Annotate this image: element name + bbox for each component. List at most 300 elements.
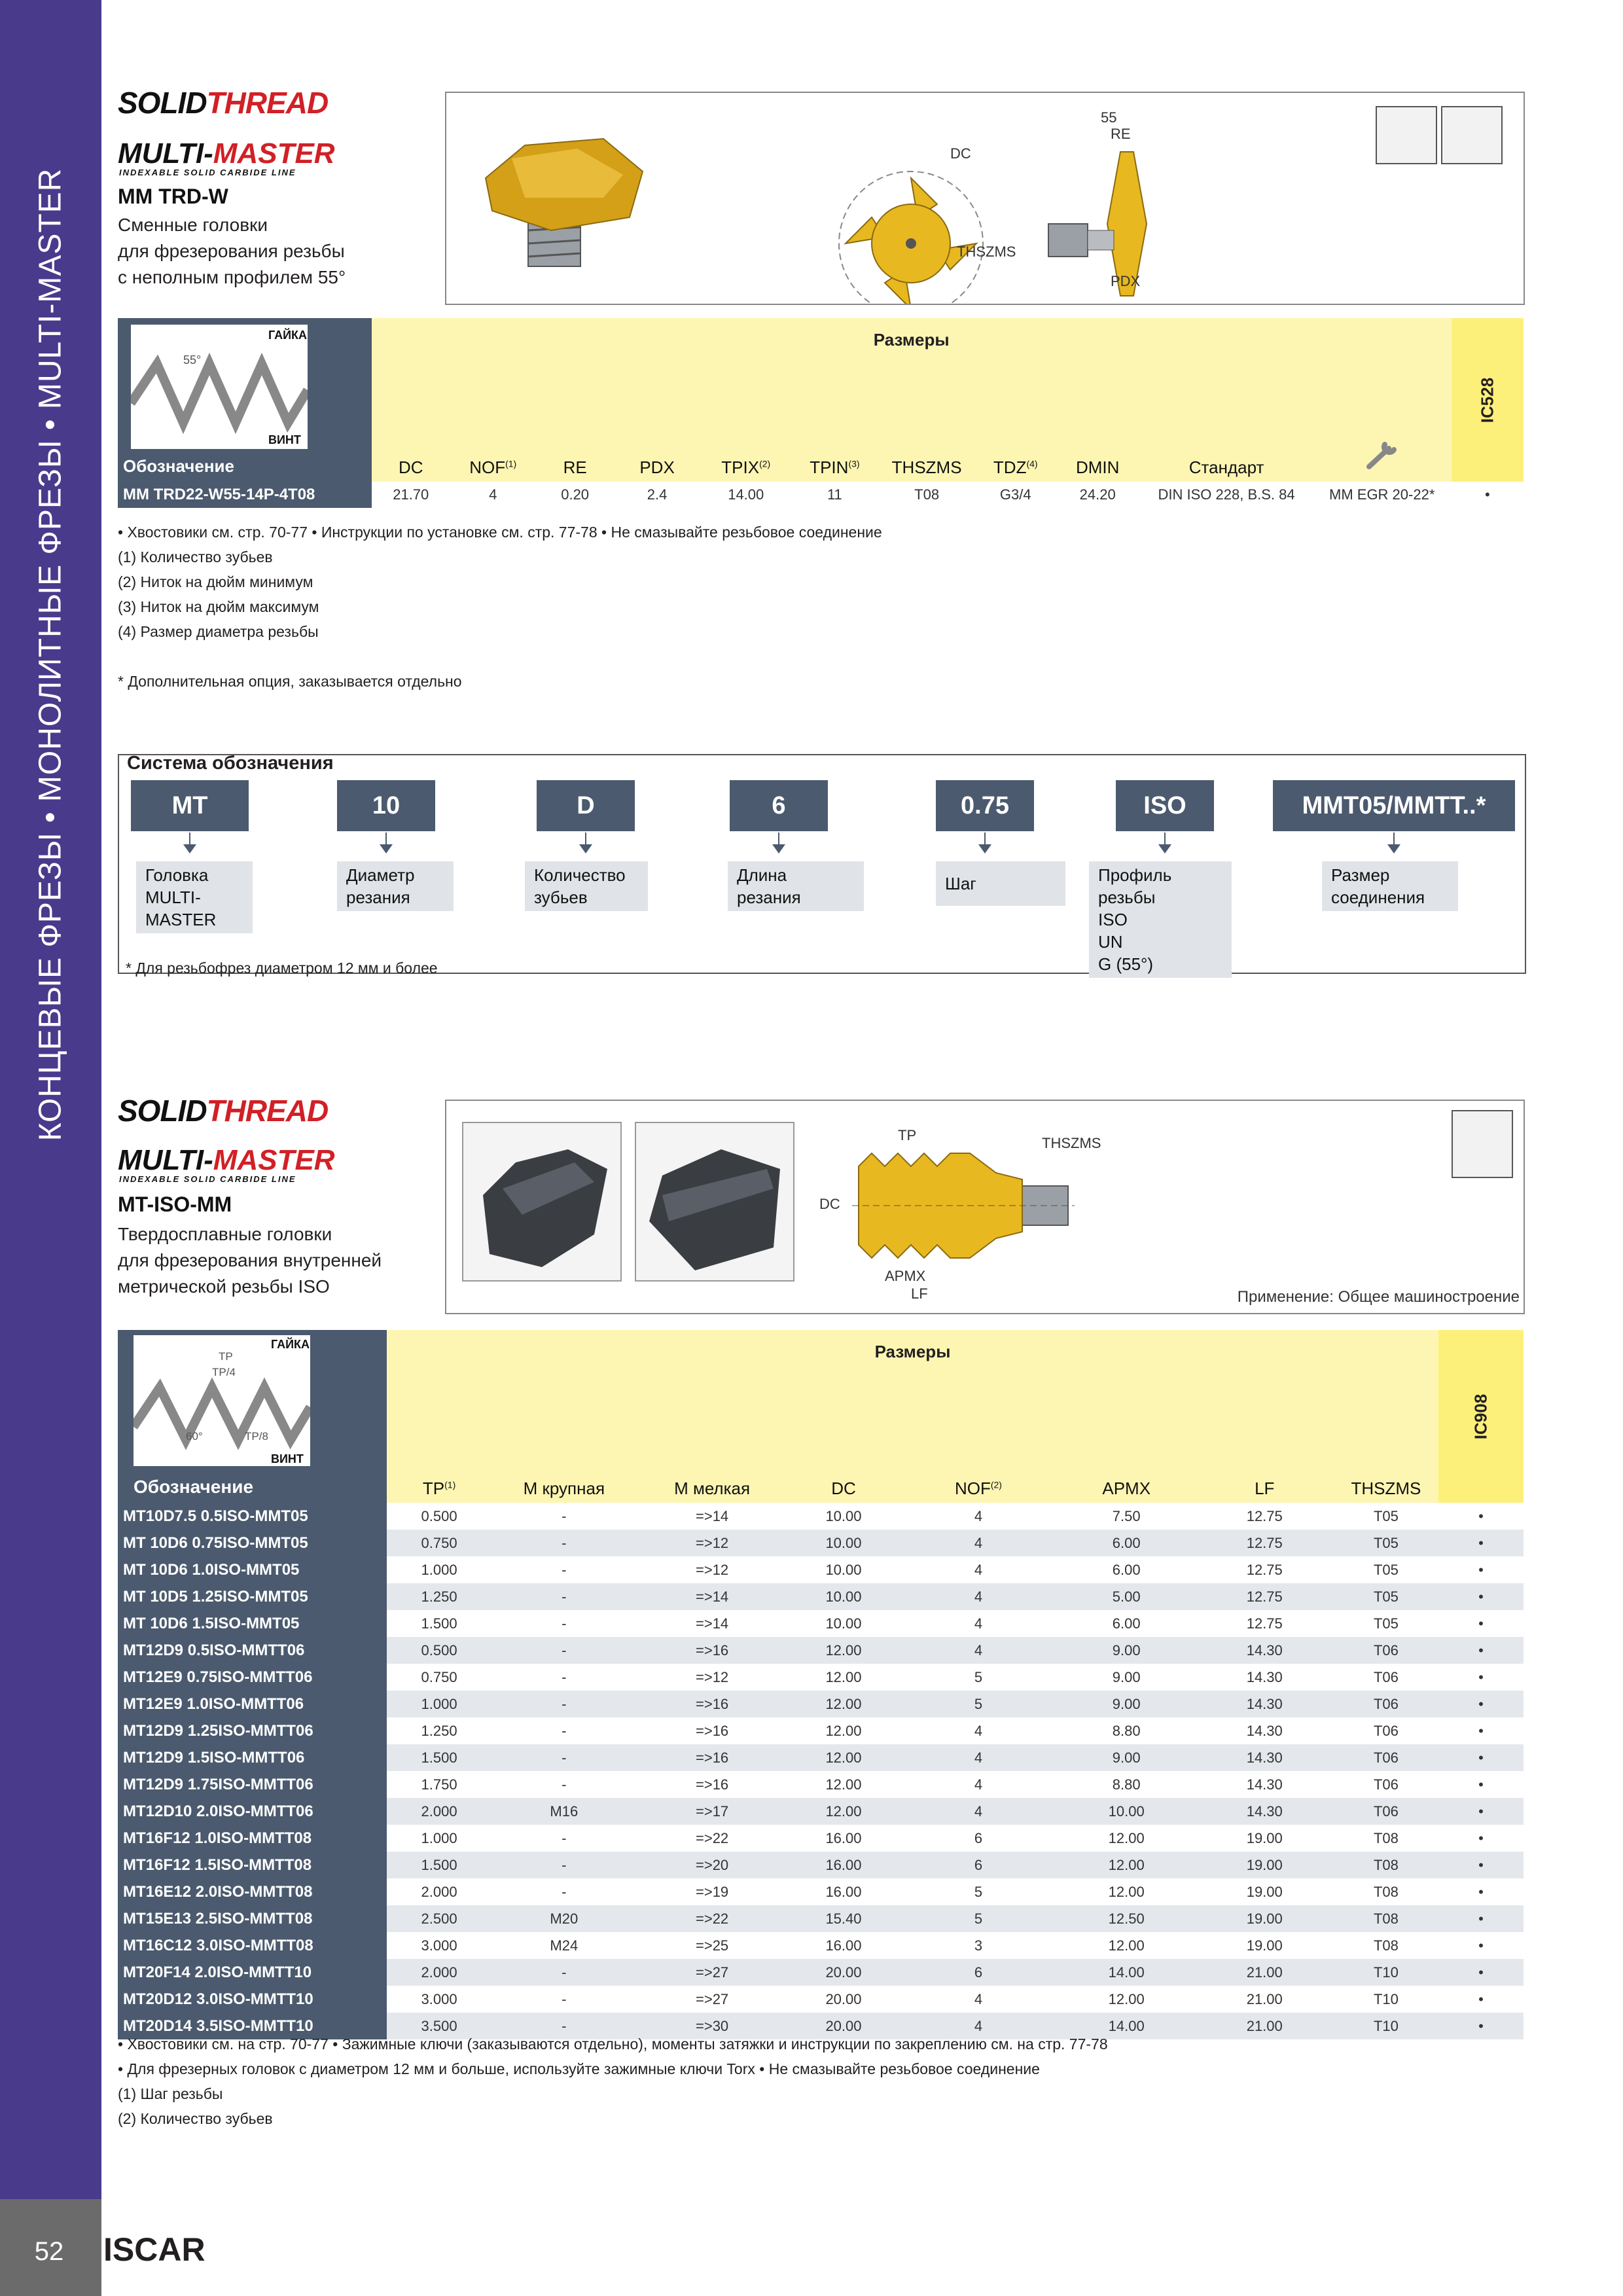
- value-cell: =>12: [696, 1668, 729, 1685]
- value-cell: T06: [1334, 1798, 1438, 1825]
- value-cell: 14.30: [1246, 1776, 1283, 1793]
- col-m-fine: M мелкая: [636, 1439, 787, 1503]
- value-cell: 5: [974, 1883, 983, 1900]
- designation-cell: MT20F14 2.0ISO-MMTT10: [118, 1959, 387, 1986]
- external-thread-icon: [1441, 106, 1503, 164]
- value-cell: 12.75: [1246, 1561, 1283, 1578]
- label-head: Головка MULTI- MASTER: [136, 861, 253, 933]
- table-row: [118, 1986, 1524, 2013]
- value-cell: 0.750: [421, 1668, 457, 1685]
- col-nof: NOF$^{(1)}$: [450, 408, 536, 482]
- product-image-panel: [445, 1100, 1525, 1314]
- value-cell: 3.000: [421, 1990, 457, 2007]
- table-row: [118, 1771, 1524, 1798]
- code-mt: MT: [131, 780, 249, 831]
- value-cell: =>16: [636, 1744, 787, 1771]
- profile-header-cell: [118, 1330, 387, 1503]
- value-cell: T06: [1334, 1691, 1438, 1717]
- designation-cell: MT10D7.5 0.5ISO-MMT05: [118, 1503, 387, 1530]
- value-cell: =>25: [696, 1937, 729, 1954]
- dim-thszms-label: THSZMS: [957, 243, 1016, 260]
- value-cell: 1.500: [387, 1852, 491, 1878]
- value-cell: •: [1438, 1691, 1524, 1717]
- value-cell: -: [562, 1615, 567, 1632]
- col-ic908: IC908: [1438, 1330, 1524, 1503]
- col-tpix: TPIX$^{(2)}$: [700, 408, 792, 482]
- designation-cell: MT12D10 2.0ISO-MMTT06: [118, 1798, 387, 1825]
- value-cell: •: [1478, 1883, 1484, 1900]
- value-cell: 4: [899, 1798, 1057, 1825]
- arrow-icon: [772, 844, 785, 853]
- value-cell: 9.00: [1058, 1691, 1196, 1717]
- value-cell: -: [562, 1507, 567, 1524]
- col-tp: TP$^{(1)}$: [387, 1439, 491, 1503]
- value-cell: •: [1478, 1937, 1484, 1954]
- value-cell: 12.00: [1108, 1829, 1145, 1846]
- dim-pdx-label: PDX: [1111, 273, 1141, 289]
- value-cell: 4: [974, 1990, 983, 2007]
- svg-text:ВИНТ: ВИНТ: [271, 1452, 304, 1465]
- value-cell: =>27: [636, 1959, 787, 1986]
- value-cell: 6: [899, 1852, 1057, 1878]
- sidebar-title: КОНЦЕВЫЕ ФРЕЗЫ • МОНОЛИТНЫЕ ФРЕЗЫ • MULTI-MASTER: [33, 168, 68, 1141]
- value-cell: T05: [1334, 1530, 1438, 1556]
- value-cell: 15.40: [788, 1905, 899, 1932]
- value-cell: T06: [1373, 1722, 1399, 1739]
- table-row: [118, 1610, 1524, 1637]
- value-cell: T08: [1373, 1937, 1399, 1954]
- value-cell: •: [1438, 1852, 1524, 1878]
- value-cell: 1.500: [421, 1615, 457, 1632]
- col-tdz: TDZ$^{(4)}$: [976, 408, 1055, 482]
- value-cell: 9.00: [1058, 1637, 1196, 1664]
- svg-text:TP/4: TP/4: [212, 1366, 236, 1378]
- value-cell: T08: [1373, 1883, 1399, 1900]
- value-cell: 9.00: [1112, 1668, 1141, 1685]
- value-cell: M16: [491, 1798, 636, 1825]
- value-cell: 9.00: [1058, 1744, 1196, 1771]
- value-cell: T10: [1334, 1959, 1438, 1986]
- table-row: [118, 1530, 1524, 1556]
- value-cell: 1.000: [421, 1829, 457, 1846]
- value-cell: 20.00: [788, 2013, 899, 2039]
- value-cell: 6.00: [1112, 1561, 1141, 1578]
- value-cell: 12.00: [825, 1776, 862, 1793]
- arrow-icon: [380, 844, 393, 853]
- tool-head-illustration: [446, 93, 1524, 304]
- value-cell: •: [1478, 1722, 1484, 1739]
- value-cell: •: [1438, 1583, 1524, 1610]
- designation-cell: MT16C12 3.0ISO-MMTT08: [118, 1932, 387, 1959]
- col-designation: Обозначение: [134, 1477, 254, 1497]
- internal-thread-icon: [1452, 1110, 1513, 1178]
- group-header-dimensions: Размеры: [387, 1330, 1438, 1439]
- value-cell: 2.000: [421, 1883, 457, 1900]
- value-cell: •: [1438, 1798, 1524, 1825]
- value-cell: 6.00: [1112, 1615, 1141, 1632]
- table-row: [118, 1798, 1524, 1825]
- value-cell: •: [1438, 2013, 1524, 2039]
- value-cell: =>17: [636, 1798, 787, 1825]
- svg-text:55°: 55°: [183, 353, 202, 367]
- value-cell: T06: [1373, 1668, 1399, 1685]
- designation-cell: MT16F12 1.0ISO-MMTT08: [118, 1825, 387, 1852]
- value-cell: 4: [974, 1722, 983, 1739]
- value-cell: 14.30: [1196, 1637, 1334, 1664]
- value-cell: -: [562, 1668, 567, 1685]
- table-row: [118, 1932, 1524, 1959]
- col-thszms: THSZMS: [878, 408, 976, 482]
- svg-text:TP/8: TP/8: [245, 1430, 268, 1443]
- value-cell: 1.500: [387, 1744, 491, 1771]
- table-row: [118, 1503, 1524, 1530]
- arrow-icon: [1387, 844, 1400, 853]
- value-cell: =>16: [696, 1776, 729, 1793]
- value-cell: 3: [974, 1937, 983, 1954]
- value-cell: -: [562, 1722, 567, 1739]
- value-cell: =>16: [696, 1722, 729, 1739]
- value-cell: •: [1478, 1829, 1484, 1846]
- value-cell: 1.250: [421, 1722, 457, 1739]
- section2-notes: • Хвостовики см. на стр. 70-77 • Зажимные ключи (заказываются отдельно), моменты затяжки и инструкции по закреплению см. на стр. 77-78 • Для фрезерных головок с диаметром 12 мм и больше, используйте зажимные ключи Torx • Не смазывайте резьбовое соединение (1) Шаг резьбы (2) Количество зубьев: [118, 2036, 1108, 2127]
- value-cell: 8.80: [1112, 1776, 1141, 1793]
- value-cell: 14.30: [1246, 1668, 1283, 1685]
- label-teeth-count: Количество зубьев: [525, 861, 648, 911]
- dim-dc-label: DC: [950, 145, 971, 162]
- brand-logo: ISCAR: [103, 2231, 205, 2268]
- value-cell: =>12: [636, 1530, 787, 1556]
- value-cell: 7.50: [1112, 1507, 1141, 1524]
- multimaster-logo: MULTI-MASTER: [118, 137, 335, 170]
- value-cell: 10.00: [1058, 1798, 1196, 1825]
- designation-cell: MT20D14 3.5ISO-MMTT10: [118, 2013, 387, 2039]
- svg-text:DC: DC: [819, 1196, 840, 1212]
- value-cell: 3.500: [387, 2013, 491, 2039]
- value-cell: 1.000: [421, 1561, 457, 1578]
- value-cell: T05: [1373, 1615, 1399, 1632]
- table-row: [118, 1744, 1524, 1771]
- value-cell: -: [491, 1852, 636, 1878]
- value-cell: 12.00: [788, 1798, 899, 1825]
- value-cell: =>14: [696, 1507, 729, 1524]
- value-cell: 6: [899, 1959, 1057, 1986]
- value-cell: =>22: [696, 1829, 729, 1846]
- value-cell: 12.00: [825, 1722, 862, 1739]
- svg-text:ГАЙКА: ГАЙКА: [268, 329, 307, 342]
- value-cell: •: [1478, 1776, 1484, 1793]
- application-note: Применение: Общее машиностроение: [1237, 1288, 1520, 1306]
- internal-thread-icon: [1376, 106, 1437, 164]
- product-photo-1: [462, 1122, 622, 1282]
- value-cell: T05: [1373, 1507, 1399, 1524]
- value-cell: •: [1438, 1530, 1524, 1556]
- spec-table-iso: [118, 1330, 1524, 2039]
- table-row: [118, 1664, 1524, 1691]
- col-pdx: PDX: [615, 408, 700, 482]
- arrow-icon: [1158, 844, 1171, 853]
- value-cell: 1.000: [387, 1691, 491, 1717]
- value-cell: 19.00: [1246, 1829, 1283, 1846]
- code-d: D: [537, 780, 635, 831]
- value-cell: 12.00: [788, 1691, 899, 1717]
- label-cutting-diameter: Диаметр резания: [337, 861, 454, 911]
- value-cell: =>14: [636, 1583, 787, 1610]
- label-connection-size: Размер соединения: [1322, 861, 1458, 911]
- value-cell: 4: [899, 1637, 1057, 1664]
- designation-cell: MT20D12 3.0ISO-MMTT10: [118, 1986, 387, 2013]
- value-cell: T05: [1334, 1583, 1438, 1610]
- label-cutting-length: Длина резания: [728, 861, 864, 911]
- dim-re-label: RE: [1111, 126, 1131, 142]
- arrow-icon: [183, 844, 196, 853]
- value-cell: 12.00: [1058, 1852, 1196, 1878]
- value-cell: 21.00: [1196, 2013, 1334, 2039]
- value-cell: 5: [974, 1668, 983, 1685]
- value-cell: T10: [1373, 1990, 1399, 2007]
- value-cell: 20.00: [825, 1990, 862, 2007]
- value-cell: 14.30: [1196, 1744, 1334, 1771]
- value-cell: 4: [899, 1583, 1057, 1610]
- value-cell: -: [562, 1561, 567, 1578]
- thread-profile-diagram: [131, 325, 308, 449]
- value-cell: 1.250: [387, 1583, 491, 1610]
- value-cell: =>19: [696, 1883, 729, 1900]
- product-title: MT-ISO-MM: [118, 1193, 232, 1216]
- value-cell: 12.00: [788, 1637, 899, 1664]
- value-cell: 19.00: [1246, 1937, 1283, 1954]
- value-cell: 19.00: [1196, 1852, 1334, 1878]
- value-cell: 6: [974, 1829, 983, 1846]
- svg-text:LF: LF: [911, 1285, 928, 1302]
- value-cell: T10: [1334, 2013, 1438, 2039]
- value-cell: 3.000: [421, 1937, 457, 1954]
- profile-header-cell: [118, 318, 372, 482]
- table-row: [118, 1825, 1524, 1852]
- value-cell: 12.00: [1108, 1937, 1145, 1954]
- value-cell: 21.00: [1196, 1959, 1334, 1986]
- svg-text:TP: TP: [219, 1350, 233, 1363]
- product-description: Твердосплавные головки для фрезерования внутренней метрической резьбы ISO: [118, 1224, 382, 1297]
- value-cell: -: [491, 1583, 636, 1610]
- value-cell: •: [1438, 1744, 1524, 1771]
- value-cell: =>16: [636, 1637, 787, 1664]
- value-cell: =>14: [696, 1615, 729, 1632]
- group-header-dimensions: Размеры: [372, 318, 1452, 408]
- value-cell: T08: [1373, 1829, 1399, 1846]
- value-cell: •: [1478, 1507, 1484, 1524]
- table-row: [118, 1637, 1524, 1664]
- multimaster-subtitle: INDEXABLE SOLID CARBIDE LINE: [119, 168, 296, 177]
- value-cell: 4: [974, 1507, 983, 1524]
- value-cell: 14.00: [1058, 2013, 1196, 2039]
- value-cell: -: [491, 1530, 636, 1556]
- designation-footnote: * Для резьбофрез диаметром 12 мм и более: [126, 960, 438, 977]
- designation-cell: MT12E9 1.0ISO-MMTT06: [118, 1691, 387, 1717]
- table-row: [118, 1959, 1524, 1986]
- value-cell: =>16: [636, 1691, 787, 1717]
- page-number: 52: [34, 2237, 64, 2266]
- value-cell: •: [1478, 1990, 1484, 2007]
- value-cell: 21.00: [1246, 1990, 1283, 2007]
- table-row: [118, 1878, 1524, 1905]
- value-cell: •: [1438, 1959, 1524, 1986]
- value-cell: 10.00: [825, 1615, 862, 1632]
- thread-profile-diagram: [134, 1335, 310, 1466]
- value-cell: 5: [899, 1905, 1057, 1932]
- value-cell: 12.75: [1196, 1583, 1334, 1610]
- col-dc: DC: [372, 408, 450, 482]
- designation-cell: MT12D9 0.5ISO-MMTT06: [118, 1637, 387, 1664]
- value-cell: T08: [1334, 1905, 1438, 1932]
- value-cell: 4: [974, 1615, 983, 1632]
- table-row: [118, 1583, 1524, 1610]
- value-cell: T06: [1334, 1744, 1438, 1771]
- value-cell: 16.00: [788, 1852, 899, 1878]
- value-cell: 12.00: [1108, 1883, 1145, 1900]
- dim-55-label: 55: [1101, 109, 1117, 126]
- value-cell: T08: [1334, 1852, 1438, 1878]
- value-cell: -: [562, 1829, 567, 1846]
- value-cell: •: [1478, 1561, 1484, 1578]
- designation-cell: MT12D9 1.75ISO-MMTT06: [118, 1771, 387, 1798]
- value-cell: 14.30: [1196, 1691, 1334, 1717]
- col-dc: DC: [788, 1439, 899, 1503]
- svg-text:ВИНТ: ВИНТ: [268, 433, 301, 446]
- value-cell: T05: [1373, 1561, 1399, 1578]
- value-cell: -: [491, 1744, 636, 1771]
- value-cell: 20.00: [788, 1959, 899, 1986]
- table-row: [118, 1556, 1524, 1583]
- col-designation: Обозначение: [123, 456, 234, 476]
- value-cell: 12.75: [1246, 1615, 1283, 1632]
- value-cell: 0.500: [387, 1637, 491, 1664]
- label-pitch: Шаг: [936, 861, 1065, 906]
- designation-cell: MT16E12 2.0ISO-MMTT08: [118, 1878, 387, 1905]
- value-cell: 19.00: [1196, 1905, 1334, 1932]
- col-thszms: THSZMS: [1334, 1439, 1438, 1503]
- thread-mill-drawing: [813, 1114, 1140, 1304]
- value-cell: 2.500: [387, 1905, 491, 1932]
- value-cell: 10.00: [788, 1530, 899, 1556]
- solidthread-logo: SOLIDTHREAD: [118, 1094, 329, 1128]
- value-cell: 4: [974, 1561, 983, 1578]
- value-cell: 12.75: [1196, 1530, 1334, 1556]
- value-cell: 14.30: [1196, 1798, 1334, 1825]
- value-cell: -: [491, 1637, 636, 1664]
- value-cell: =>27: [696, 1990, 729, 2007]
- svg-text:APMX: APMX: [885, 1268, 926, 1284]
- product-title: MM TRD-W: [118, 185, 228, 208]
- value-cell: -: [491, 2013, 636, 2039]
- value-cell: M24: [550, 1937, 579, 1954]
- product-photo-2: [635, 1122, 794, 1282]
- value-cell: 2.000: [387, 1798, 491, 1825]
- value-cell: M20: [491, 1905, 636, 1932]
- arrow-icon: [579, 844, 592, 853]
- table-row: [118, 1852, 1524, 1878]
- value-cell: 5: [899, 1691, 1057, 1717]
- svg-text:60°: 60°: [186, 1430, 203, 1443]
- code-iso: ISO: [1116, 780, 1214, 831]
- designation-cell: MT 10D5 1.25ISO-MMT05: [118, 1583, 387, 1610]
- value-cell: 16.00: [825, 1937, 862, 1954]
- multimaster-subtitle: INDEXABLE SOLID CARBIDE LINE: [119, 1174, 296, 1184]
- col-standard: Стандарт: [1140, 408, 1312, 482]
- table-row: [118, 1717, 1524, 1744]
- col-ic528: IC528: [1452, 318, 1524, 482]
- code-6: 6: [730, 780, 828, 831]
- value-cell: 10.00: [825, 1507, 862, 1524]
- label-thread-profile: Профиль резьбы ISO UN G (55°): [1089, 861, 1232, 978]
- designation-cell: MT15E13 2.5ISO-MMTT08: [118, 1905, 387, 1932]
- value-cell: 16.00: [825, 1883, 862, 1900]
- value-cell: 1.750: [421, 1776, 457, 1793]
- value-cell: =>12: [696, 1561, 729, 1578]
- table-row: MM TRD22-W55-14P-4T08 21.70 4 0.20 2.4 14.00 11 T08 G3/4 24.20 DIN ISO 228, B.S. 84 MM EGR 20-22* •: [118, 482, 1524, 508]
- svg-text:THSZMS: THSZMS: [1042, 1135, 1101, 1151]
- designation-system-title: Система обозначения: [127, 753, 334, 774]
- section1-notes: • Хвостовики см. стр. 70-77 • Инструкции по установке см. стр. 77-78 • Не смазывайте резьбовое соединение (1) Количество зубьев (2) Ниток на дюйм минимум (3) Ниток на дюйм максимум (4) Размер диаметра резьбы * Дополнительная опция, заказывается отдельно: [118, 524, 882, 690]
- designation-cell: MT 10D6 1.5ISO-MMT05: [118, 1610, 387, 1637]
- value-cell: 12.75: [1246, 1507, 1283, 1524]
- code-10: 10: [337, 780, 435, 831]
- value-cell: 4: [899, 2013, 1057, 2039]
- value-cell: -: [491, 1691, 636, 1717]
- col-nof: NOF$^{(2)}$: [899, 1439, 1057, 1503]
- value-cell: •: [1478, 1615, 1484, 1632]
- arrow-icon: [978, 844, 991, 853]
- svg-text:TP: TP: [898, 1127, 917, 1143]
- value-cell: =>22: [636, 1905, 787, 1932]
- table-row: [118, 1905, 1524, 1932]
- value-cell: 0.500: [421, 1507, 457, 1524]
- col-dmin: DMIN: [1055, 408, 1141, 482]
- col-lf: LF: [1196, 1439, 1334, 1503]
- designation-cell: MT 10D6 0.75ISO-MMT05: [118, 1530, 387, 1556]
- value-cell: •: [1478, 1668, 1484, 1685]
- solidthread-logo: SOLIDTHREAD: [118, 86, 329, 120]
- multimaster-logo: MULTI-MASTER: [118, 1144, 335, 1176]
- col-apmx: APMX: [1058, 1439, 1196, 1503]
- code-connection: MMT05/MMTT..*: [1273, 780, 1515, 831]
- value-cell: 12.00: [825, 1668, 862, 1685]
- iso-table-body: [118, 1503, 1524, 2039]
- value-cell: 12.50: [1058, 1905, 1196, 1932]
- value-cell: -: [562, 1776, 567, 1793]
- value-cell: 4: [974, 1776, 983, 1793]
- designation-cell: MT16F12 1.5ISO-MMTT08: [118, 1852, 387, 1878]
- spec-table-trd: [118, 318, 1524, 508]
- value-cell: 4: [899, 1744, 1057, 1771]
- value-cell: =>20: [636, 1852, 787, 1878]
- value-cell: 8.80: [1112, 1722, 1141, 1739]
- value-cell: 16.00: [825, 1829, 862, 1846]
- value-cell: 14.30: [1246, 1722, 1283, 1739]
- table-row: [118, 1691, 1524, 1717]
- value-cell: 2.000: [387, 1959, 491, 1986]
- value-cell: 19.00: [1246, 1883, 1283, 1900]
- col-tpin: TPIN$^{(3)}$: [792, 408, 878, 482]
- value-cell: 6.00: [1058, 1530, 1196, 1556]
- code-pitch: 0.75: [936, 780, 1034, 831]
- designation-cell: MT12D9 1.5ISO-MMTT06: [118, 1744, 387, 1771]
- value-cell: 0.750: [387, 1530, 491, 1556]
- value-cell: 14.00: [1058, 1959, 1196, 1986]
- value-cell: 4: [899, 1530, 1057, 1556]
- value-cell: 5.00: [1058, 1583, 1196, 1610]
- wrench-icon: [1363, 440, 1402, 473]
- value-cell: 12.00: [1108, 1990, 1145, 2007]
